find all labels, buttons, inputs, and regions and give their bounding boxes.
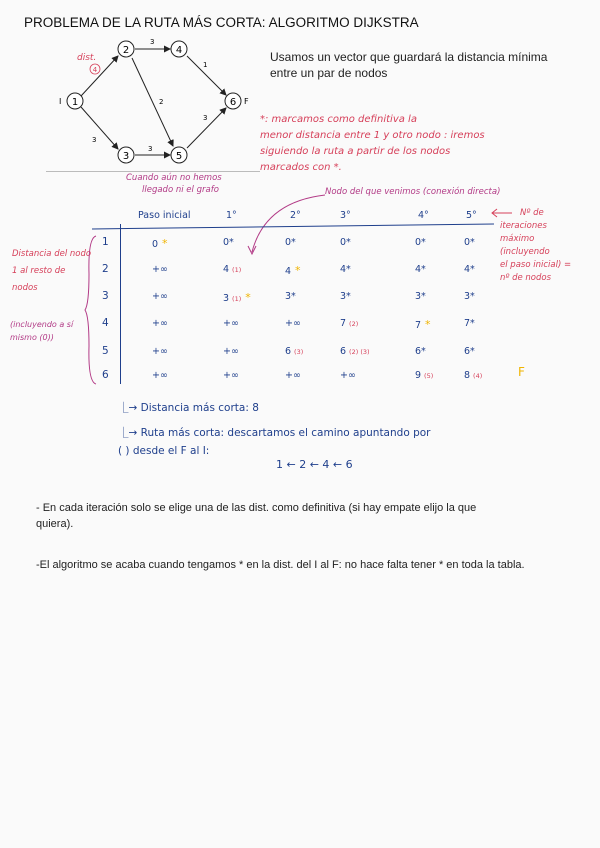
node-6: 6 xyxy=(229,97,237,108)
row-node-1: 1 xyxy=(102,236,109,248)
node-4: 4 xyxy=(175,45,183,56)
footer-note-1: - En cada iteración solo se elige una de las dist. como definitiva (si hay empate elijo la que quiera). xyxy=(36,502,477,530)
table-cell: +∞ xyxy=(285,370,301,381)
table-cell: 4 * xyxy=(285,264,301,277)
node-2: 2 xyxy=(122,45,130,56)
table-cell: +∞ xyxy=(152,346,168,357)
node-3: 3 xyxy=(122,151,130,162)
table-header-1: 1° xyxy=(226,210,237,221)
table-cell: 0* xyxy=(285,237,296,248)
weight-1-3: 3 xyxy=(92,136,97,144)
weight-5-6: 3 xyxy=(203,114,208,122)
row-brace xyxy=(84,234,98,386)
table-cell: 0* xyxy=(223,237,234,248)
table-header-3: 3° xyxy=(340,210,351,221)
not-visited-note: Cuando aún no hemos llegado ni el grafo xyxy=(126,173,222,195)
node-1: 1 xyxy=(71,97,79,108)
row-node-4: 4 xyxy=(102,317,109,329)
dist-note: dist. xyxy=(77,53,97,63)
table-cell: +∞ xyxy=(152,291,168,302)
end-mark: F xyxy=(518,365,525,379)
table-cell: 4* xyxy=(464,264,475,275)
including-note: (incluyendo a sí mismo (0)) xyxy=(10,320,74,342)
table-cell: 0 * xyxy=(152,237,168,250)
table-cell: 3* xyxy=(285,291,296,302)
table-cell: +∞ xyxy=(223,318,239,329)
table-cell: 6 (2) (3) xyxy=(340,346,370,357)
row-node-2: 2 xyxy=(102,263,109,275)
shortest-route: ⎿→ Ruta más corta: descartamos el camino apuntando por ( ) desde el F al I: xyxy=(118,427,431,457)
row-node-3: 3 xyxy=(102,290,109,302)
table-cell: +∞ xyxy=(152,370,168,381)
table-header-5: 5° xyxy=(466,210,477,221)
table-cell: 3* xyxy=(464,291,475,302)
table-cell: 3* xyxy=(415,291,426,302)
iterations-arrow xyxy=(490,208,514,218)
distance-note: Distancia del nodo 1 al resto de nodos xyxy=(12,249,92,293)
edge-2-5 xyxy=(132,58,173,146)
table-cell: +∞ xyxy=(223,346,239,357)
iterations-note: Nº de iteraciones máximo (incluyendo el paso inicial) = nº de nodos xyxy=(500,208,572,283)
table-cell: 4 (1) xyxy=(223,264,242,275)
table-cell: 7* xyxy=(464,318,475,329)
row-node-6: 6 xyxy=(102,369,109,381)
table-column-line xyxy=(120,224,121,384)
table-cell: +∞ xyxy=(285,318,301,329)
footer-note-2: -El algoritmo se acaba cuando tengamos * en la dist. del I al F: no hace falta tener * en toda la tabla. xyxy=(36,559,525,571)
weight-3-5: 3 xyxy=(148,145,153,153)
table-cell: 8 (4) xyxy=(464,370,483,381)
table-header-2: 2° xyxy=(290,210,301,221)
table-cell: 7 * xyxy=(415,318,431,331)
intro-text: Usamos un vector que guardará la distancia mínima entre un par de nodos xyxy=(270,50,548,80)
table-cell: 3* xyxy=(340,291,351,302)
weight-2-4: 3 xyxy=(150,38,155,46)
table-header-0: Paso inicial xyxy=(138,210,191,221)
table-cell: 6* xyxy=(464,346,475,357)
table-cell: +∞ xyxy=(152,264,168,275)
weight-2-5: 2 xyxy=(159,98,164,106)
table-cell: +∞ xyxy=(223,370,239,381)
table-cell: 3 (1) * xyxy=(223,291,251,304)
row-node-5: 5 xyxy=(102,345,109,357)
table-header-4: 4° xyxy=(418,210,429,221)
node-5: 5 xyxy=(175,151,183,162)
table-cell: 4* xyxy=(340,264,351,275)
table-cell: 0* xyxy=(415,237,426,248)
table-cell: 0* xyxy=(340,237,351,248)
page-title: PROBLEMA DE LA RUTA MÁS CORTA: ALGORITMO DIJKSTRA xyxy=(24,15,419,30)
table-cell: +∞ xyxy=(152,318,168,329)
start-label: I xyxy=(59,97,62,106)
weight-4-6: 1 xyxy=(203,61,208,69)
dist-value: 4 xyxy=(92,66,98,74)
table-cell: 6* xyxy=(415,346,426,357)
table-cell: 7 (2) xyxy=(340,318,359,329)
edge-1-3 xyxy=(81,107,118,149)
direct-node-note: Nodo del que venimos (conexión directa) xyxy=(325,187,501,197)
table-cell: 0* xyxy=(464,237,475,248)
table-cell: 4* xyxy=(415,264,426,275)
table-cell: 9 (5) xyxy=(415,370,434,381)
star-note: *: marcamos como definitiva la menor distancia entre 1 y otro nodo : iremos siguiendo la ruta a partir de los nodos marcados con *. xyxy=(260,114,485,173)
route: 1 ← 2 ← 4 ← 6 xyxy=(276,458,353,471)
shortest-distance: ⎿→ Distancia más corta: 8 xyxy=(118,402,259,414)
table-cell: +∞ xyxy=(340,370,356,381)
end-label: F xyxy=(244,97,249,106)
table-cell: 6 (3) xyxy=(285,346,304,357)
graph-diagram xyxy=(46,34,266,172)
